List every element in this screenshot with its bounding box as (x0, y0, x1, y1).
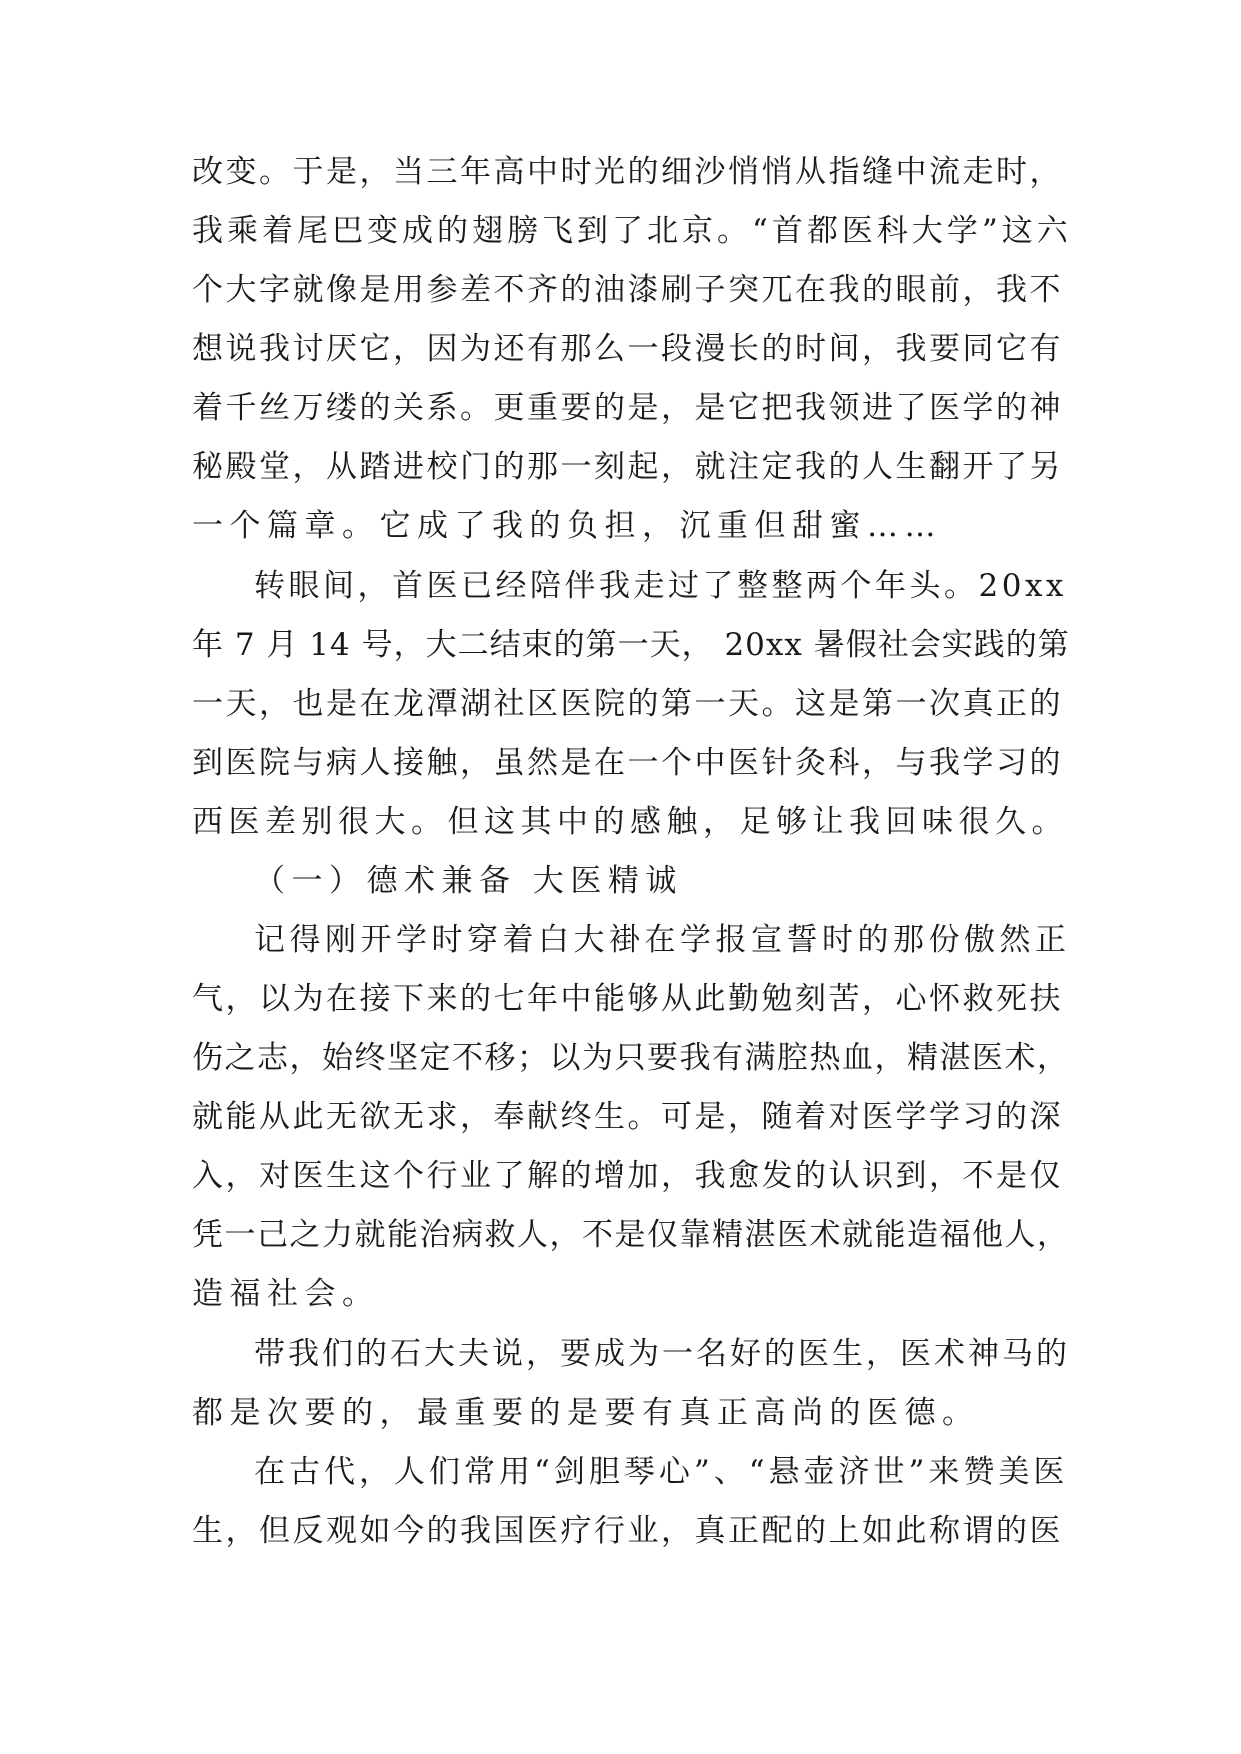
body-line: 造福社会。 (192, 1276, 380, 1312)
body-line: 个大字就像是用参差不齐的油漆刷子突兀在我的眼前，我不 (192, 272, 1063, 308)
body-line: 我乘着尾巴变成的翅膀飞到了北京。“首都医科大学”这六 (192, 213, 1072, 249)
body-line: 伤之志，始终坚定不移；以为只要我有满腔热血，精湛医术， (192, 1040, 1070, 1076)
body-line: 想说我讨厌它，因为还有那么一段漫长的时间，我要同它有 (192, 331, 1063, 367)
body-line: 就能从此无欲无求，奉献终生。可是，随着对医学学习的深 (192, 1099, 1063, 1135)
paragraph-first-line: 记得刚开学时穿着白大褂在学报宣誓时的那份傲然正 (254, 922, 1071, 958)
body-line: 都是次要的，最重要的是要有真正高尚的医德。 (192, 1395, 980, 1431)
body-line: 生，但反观如今的我国医疗行业，真正配的上如此称谓的医 (192, 1513, 1063, 1549)
paragraph-first-line: 在古代，人们常用“剑胆琴心”、“悬壶济世”来赞美医 (254, 1454, 1069, 1490)
body-line: 一天，也是在龙潭湖社区医院的第一天。这是第一次真正的 (192, 686, 1063, 722)
body-line: 到医院与病人接触，虽然是在一个中医针灸科，与我学习的 (192, 745, 1063, 781)
body-line: 秘殿堂，从踏进校门的那一刻起，就注定我的人生翻开了另 (192, 449, 1063, 485)
body-line: 西医差别很大。但这其中的感触，足够让我回味很久。 (192, 804, 1068, 840)
paragraph-first-line: 转眼间，首医已经陪伴我走过了整整两个年头。20xx (254, 568, 1067, 604)
body-line: 入，对医生这个行业了解的增加，我愈发的认识到，不是仅 (192, 1158, 1063, 1194)
body-line: 凭一己之力就能治病救人，不是仅靠精湛医术就能造福他人， (192, 1217, 1070, 1253)
body-line: 一个篇章。它成了我的负担，沉重但甜蜜…… (192, 508, 942, 544)
paragraph-first-line: 带我们的石大夫说，要成为一名好的医生，医术神马的 (254, 1336, 1070, 1372)
body-line: 着千丝万缕的关系。更重要的是，是它把我领进了医学的神 (192, 390, 1063, 426)
body-line: 改变。于是，当三年高中时光的细沙悄悄从指缝中流走时， (192, 154, 1063, 190)
body-line: 气，以为在接下来的七年中能够从此勤勉刻苦，心怀救死扶 (192, 981, 1063, 1017)
body-line: 年 7 月 14 号，大二结束的第一天， 20xx 暑假社会实践的第 (192, 627, 1070, 663)
section-heading: （一）德术兼备 大医精诚 (254, 863, 683, 899)
